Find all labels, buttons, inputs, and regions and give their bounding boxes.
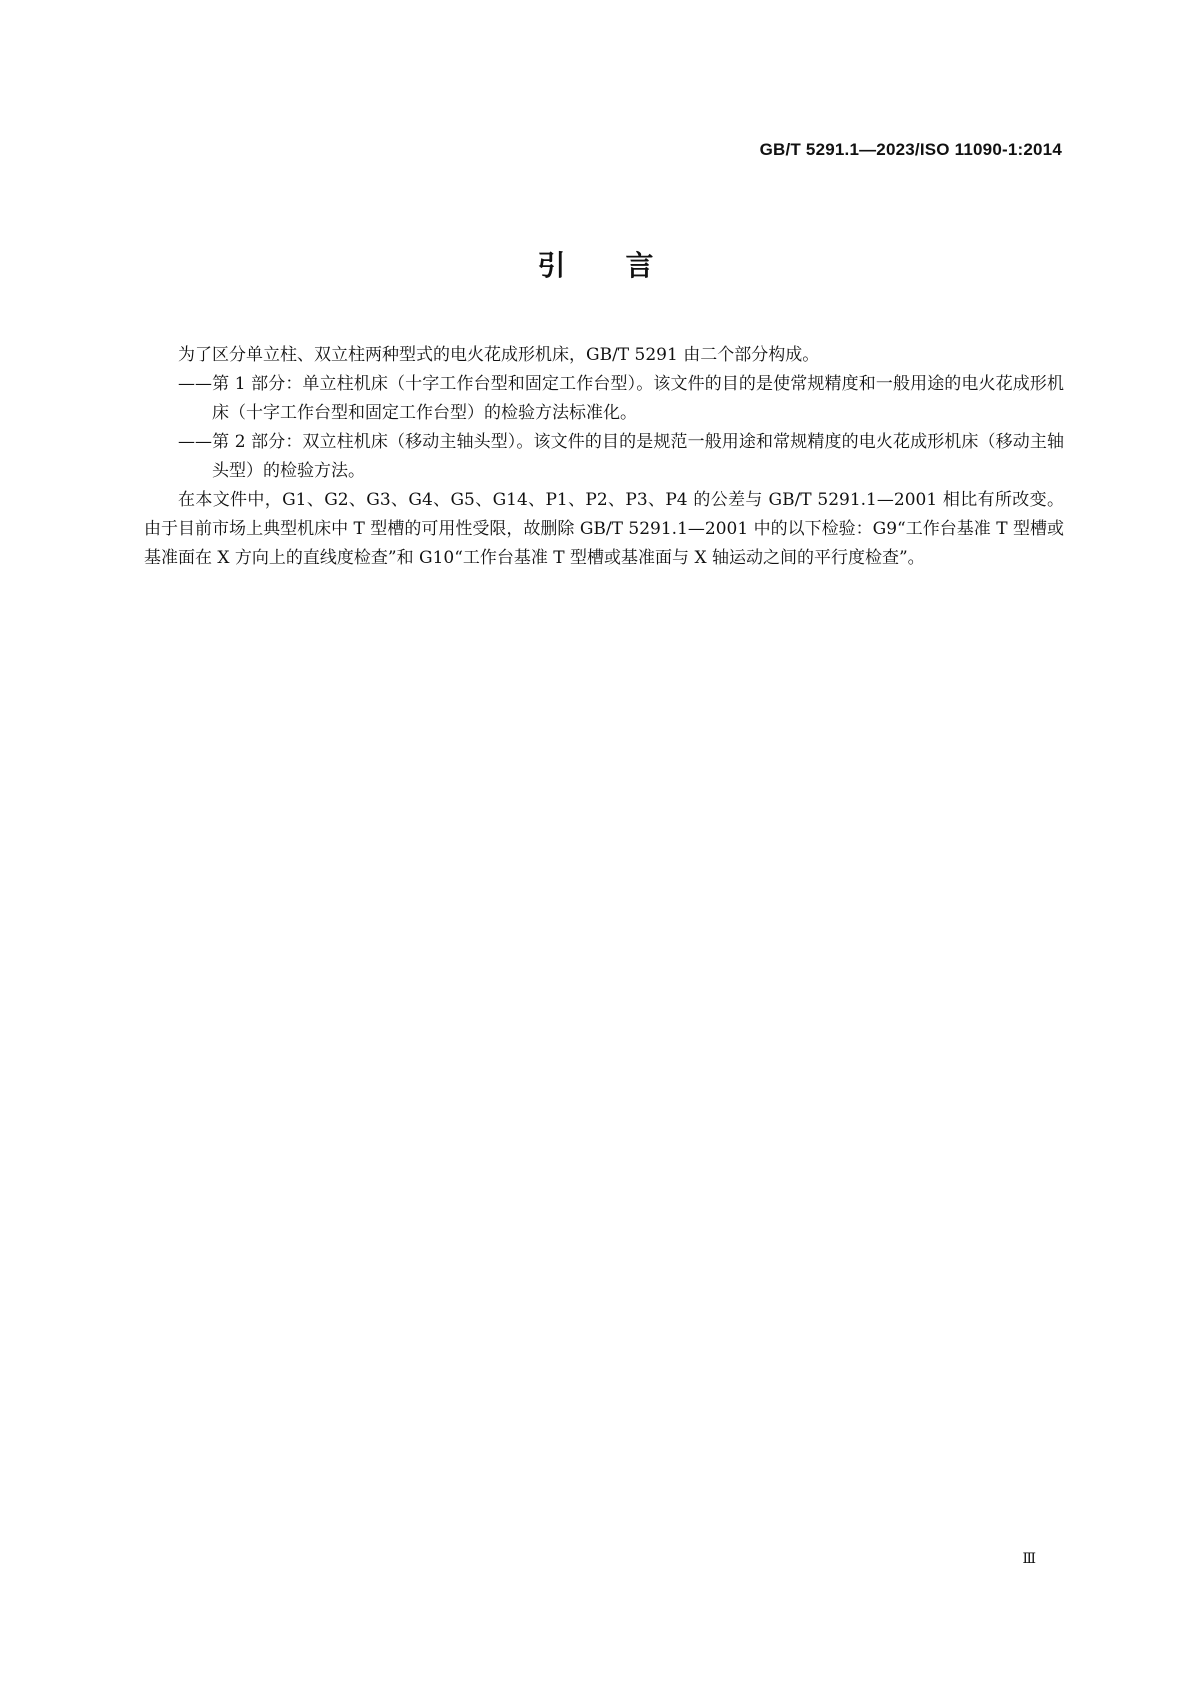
document-body: [144, 341, 1064, 573]
page-title: 引言: [537, 249, 714, 282]
intro-paragraph: 为了区分单立柱、双立柱两种型式的电火花成形机床，GB/T 5291 由二个部分构成。: [178, 345, 820, 365]
changes-paragraph: 在本文件中，G1、G2、G3、G4、G5、G14、P1、P2、P3、P4 的公差与 GB/T 5291.1—2001 相比有所改变。由于目前市场上典型机床中 T 型槽的可用性受限，故删除 GB/T 5291.1—2001 中的以下检验：G9“工作台基准 T 型槽或基准面在 X 方向上的直线度检查”和 G10“工作台基准 T 型槽或基准面与 X 轴运动之间的平行度检查”。: [144, 490, 1064, 568]
part-1-item: ——第 1 部分：单立柱机床（十字工作台型和固定工作台型）。该文件的目的是使常规精度和一般用途的电火花成形机床（十字工作台型和固定工作台型）的检验方法标准化。: [178, 374, 1064, 423]
part-2-item: ——第 2 部分：双立柱机床（移动主轴头型）。该文件的目的是规范一般用途和常规精度的电火花成形机床（移动主轴头型）的检验方法。: [178, 432, 1064, 481]
standard-code: GB/T 5291.1—2023/ISO 11090-1:2014: [759, 140, 1062, 159]
page-number: Ⅲ: [1022, 1551, 1036, 1567]
